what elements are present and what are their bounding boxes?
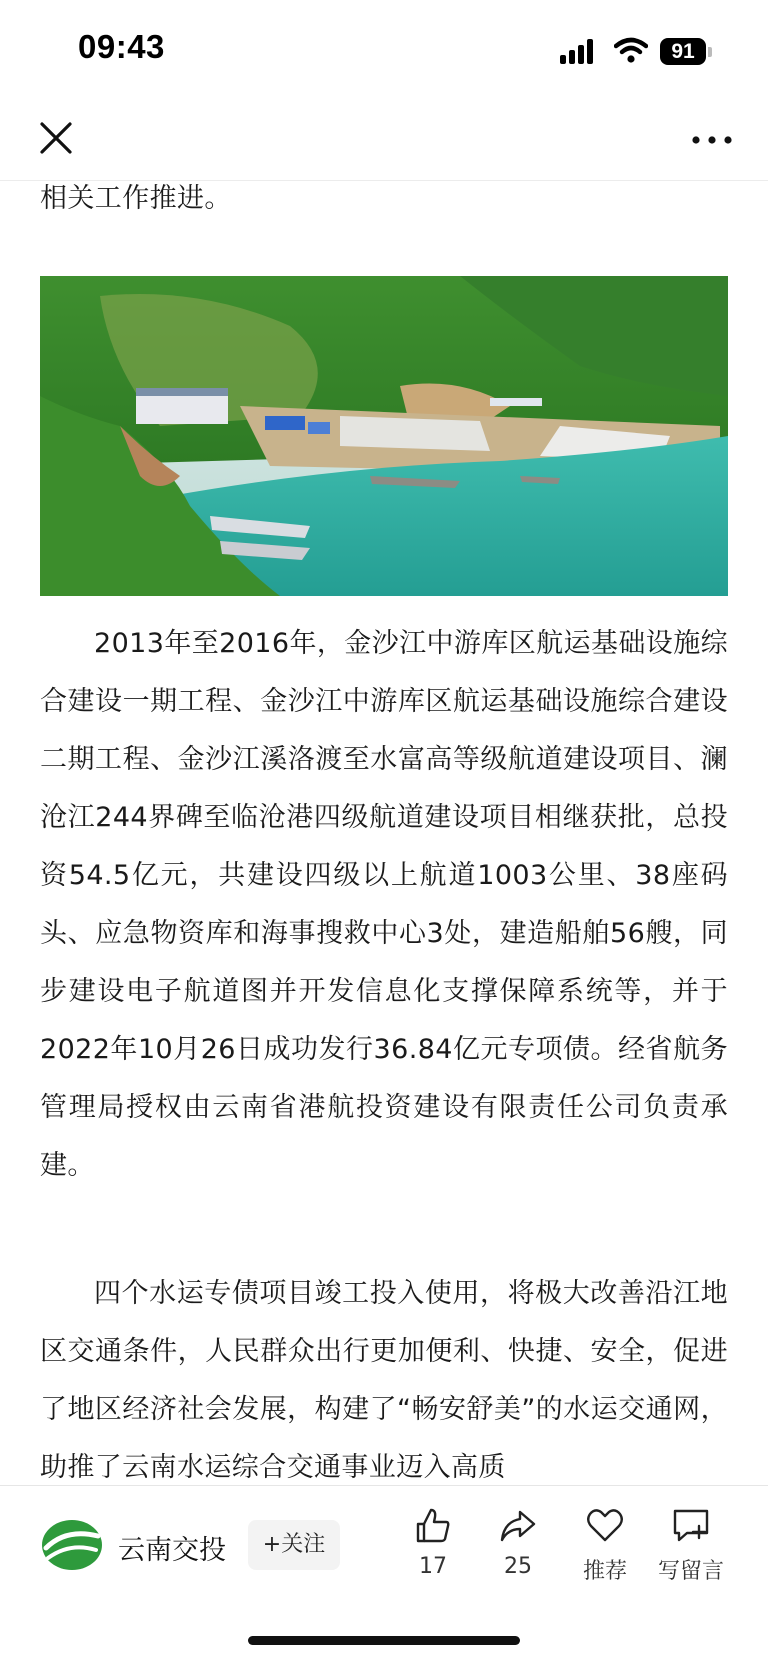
home-indicator[interactable] xyxy=(248,1636,520,1645)
status-time: 09:43 xyxy=(78,28,165,65)
recommend-button[interactable] xyxy=(565,1506,645,1585)
battery-icon xyxy=(660,38,712,65)
wifi-icon xyxy=(614,36,648,64)
article-paragraph: 四个水运专债项目竣工投入使用，将极大改善沿江地区交通条件，人民群众出行更加便利、快捷、安全，促进了地区经济社会发展，构建了“畅安舒美”的水运交通网，助推了云南水运综合交通事业迈入高质 xyxy=(40,1278,728,1483)
article-paragraph-fragment: 相关工作推进。 xyxy=(40,183,232,214)
bottom-action-bar xyxy=(0,1485,768,1664)
comment-button[interactable] xyxy=(651,1506,731,1585)
status-bar xyxy=(0,0,768,100)
comment-label: 写留言 xyxy=(657,1559,724,1584)
battery-level: 91 xyxy=(660,38,706,65)
heart-icon xyxy=(585,1506,625,1546)
follow-button[interactable]: +关注 xyxy=(248,1520,340,1570)
more-icon[interactable] xyxy=(688,116,736,160)
account-name[interactable]: 云南交投 xyxy=(118,1535,226,1566)
nav-bar xyxy=(0,100,768,181)
like-button[interactable] xyxy=(393,1506,473,1579)
account-logo[interactable] xyxy=(40,1518,104,1572)
share-button[interactable] xyxy=(478,1506,558,1579)
close-icon[interactable] xyxy=(34,116,78,160)
article-paragraph: 2013年至2016年，金沙江中游库区航运基础设施综合建设一期工程、金沙江中游库区航运基础设施综合建设二期工程、金沙江溪洛渡至水富高等级航道建设项目、澜沧江244界碑至临沧港四级航道建设项目相继获批，总投资54.5亿元，共建设四级以上航道1003公里、38座码头、应急物资库和海事搜救中心3处，建造船舶56艘，同步建设电子航道图并开发信息化支撑保障系统等，并于2022年10月26日成功发行36.84亿元专项债。经省航务管理局授权由云南省港航投资建设有限责任公司负责承建。 xyxy=(40,628,728,1181)
share-icon xyxy=(498,1506,538,1546)
signal-icon xyxy=(560,38,600,64)
reservoir-photo xyxy=(40,276,728,596)
article-body xyxy=(0,180,768,1485)
thumbs-up-icon xyxy=(413,1506,453,1546)
share-count: 25 xyxy=(504,1554,532,1579)
recommend-label: 推荐 xyxy=(582,1559,627,1584)
comment-icon xyxy=(671,1506,711,1546)
like-count: 17 xyxy=(419,1554,447,1579)
